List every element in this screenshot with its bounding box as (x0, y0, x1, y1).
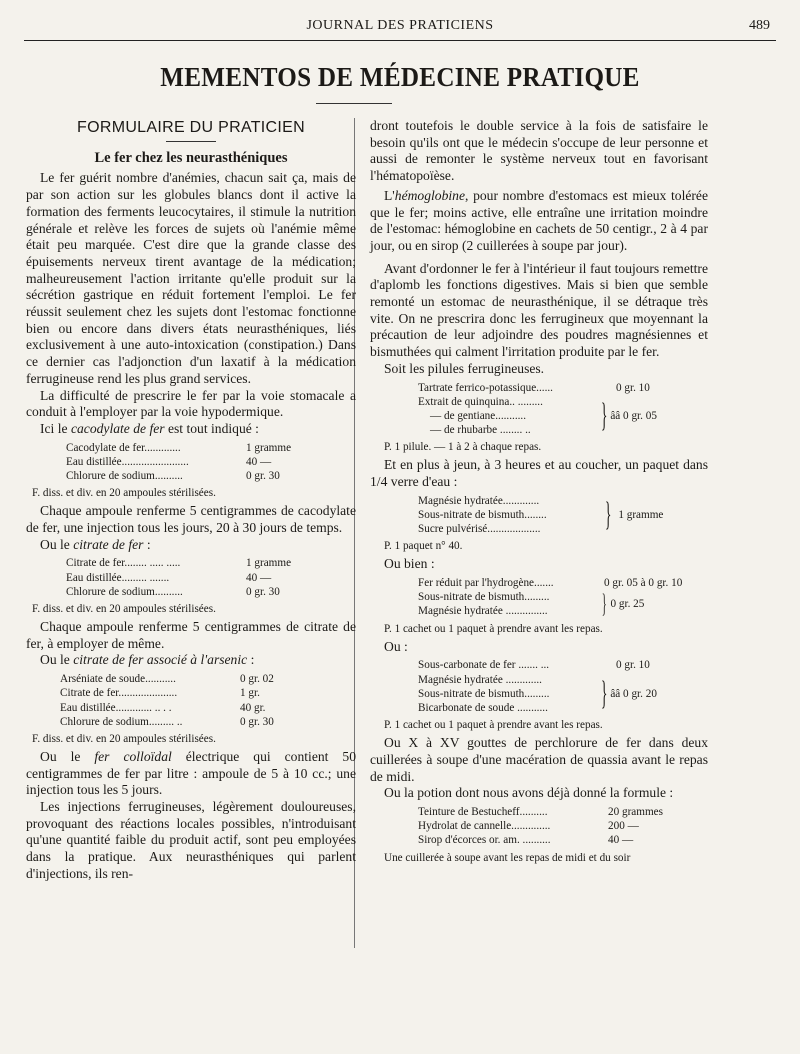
paragraph: Ou X à XV gouttes de perchlorure de fer dans deux cuillerées à soupe d'une macération de quassia avant le repas de midi. (370, 735, 708, 784)
left-column (26, 118, 356, 883)
prescription: Cacodylate de fer............. 1 gramme Eau distillée........................ 40 — Chlorure de sodium.......... 0 gr. 30 (66, 441, 292, 483)
paragraph: Avant d'ordonner le fer à l'intérieur il faut toujours remettre d'aplomb les fonctions digestives. Mais si bien que semble remonté un estomac de neurasthénique, il se détraque très vite. On ne prescrira donc les ferrugineux que moyennant la précaution de leur adjoindre des poudres magnésiennes et bismuthées qui calment l'irritation produite par le fer. (370, 260, 708, 360)
paragraph: Ou le citrate de fer : (40, 536, 151, 552)
paragraph: Ou le fer colloïdal électrique qui contient 50 centigrammes de fer par litre : ampoule de 5 à 10 cc.; une injection tous les 5 jours. (26, 748, 356, 798)
prescription-note: P. 1 cachet ou 1 paquet à prendre avant les repas. (384, 719, 603, 732)
article-title: MEMENTOS DE MÉDECINE PRATIQUE (160, 62, 640, 92)
title-rule (316, 103, 392, 104)
paragraph: Soit les pilules ferrugineuses. (384, 360, 545, 376)
paragraph: Et en plus à jeun, à 3 heures et au coucher, un paquet dans 1/4 verre d'eau : (370, 457, 708, 490)
subsection-heading: Le fer chez les neurasthéniques (94, 149, 288, 166)
paragraph: Chaque ampoule renferme 5 centigrammes de citrate de fer, à employer de même. (26, 618, 356, 651)
right-column (370, 118, 708, 868)
page-number: 489 (749, 18, 770, 33)
prescription: Sous-carbonate de fer ....... ... 0 gr. 10 Magnésie hydratée ............. Sous-nitrate de bismuth......... Bicarbonate de soude ........... } ââ 0 gr. 20 (418, 659, 657, 714)
prescription-note: Une cuillerée à soupe avant les repas de midi et du soir (384, 851, 631, 864)
paragraph: Ou : (384, 638, 408, 654)
prescription-note: F. diss. et div. en 20 ampoules stérilisées. (32, 602, 216, 615)
paragraph: La difficulté de prescrire le fer par la voie stomacale a conduit à l'employer par la voie hypodermique. (26, 387, 356, 420)
prescription: Citrate de fer........ ..... ..... 1 gramme Eau distillée......... ....... 40 — Chlorure de sodium.......... 0 gr. 30 (66, 557, 292, 598)
running-head (24, 14, 776, 38)
prescription: Fer réduit par l'hydrogène....... 0 gr. 05 à 0 gr. 10 Sous-nitrate de bismuth......... Magnésie hydratée ............... } 0 gr. 25 (418, 577, 683, 619)
section-rule (166, 141, 216, 142)
paragraph: L'hémoglobine, pour nombre d'estomacs est mieux tolérée que le fer; moins active, elle entraîne une irritation moindre de l'estomac: hémoglobine en cachets de 50 centigr., 2 à 4 par jour, ou en sirop (2 cuillerées à soupe par jour). (370, 187, 708, 253)
paragraph: Ici le cacodylate de fer est tout indiqué : (40, 420, 259, 436)
prescription-note: F. diss. et div. en 20 ampoules stérilisées. (32, 487, 216, 500)
section-heading: FORMULAIRE DU PRATICIEN (77, 119, 305, 136)
prescription: Teinture de Bestucheff.......... 20 grammes Hydrolat de cannelle.............. 200 — Sirop d'écorces or. am. .......... 40 — (418, 806, 663, 847)
prescription: Tartrate ferrico-potassique...... 0 gr. 10 Extrait de quinquina.. ......... — de gentiane........... — de rhubarbe ........ .. } ââ 0 gr. 05 (418, 381, 657, 437)
paragraph: dront toutefois le double service à la fois de satisfaire le besoin qu'ils ont que le médecin s'occupe de leur personne et aussi de remonter le système nerveux tout en favorisant l'hématopoïèse. (370, 118, 708, 184)
prescription-note: P. 1 cachet ou 1 paquet à prendre avant les repas. (384, 622, 603, 635)
paragraph: Ou la potion dont nous avons déjà donné la formule : (384, 785, 674, 801)
paragraph: Ou bien : (384, 556, 435, 572)
prescription: Arséniate de soude........... 0 gr. 02 Citrate de fer..................... 1 gr. Eau distillée............. .. . . 40 gr. Chlorure de sodium......... .. 0 gr. 30 (60, 673, 274, 728)
paragraph: Chaque ampoule renferme 5 centigrammes de cacodylate de fer, une injection tous les jours, 20 à 30 jours de temps. (26, 503, 356, 535)
brace: } (600, 397, 608, 435)
prescription-note: P. 1 paquet n° 40. (384, 540, 463, 553)
header-rule (24, 40, 776, 41)
prescription-note: F. diss. et div. en 20 ampoules stérilisées. (32, 732, 216, 745)
prescription-note: P. 1 pilule. — 1 à 2 à chaque repas. (384, 441, 542, 454)
paragraph: Ou le citrate de fer associé à l'arsenic : (40, 652, 255, 668)
brace: } (600, 674, 608, 712)
brace: } (601, 589, 607, 619)
journal-title: JOURNAL DES PRATICIENS (306, 18, 494, 33)
prescription: Magnésie hydratée............. Sous-nitrate de bismuth........ Sucre pulvérisé................... } 1 gramme (418, 494, 664, 536)
paragraph: Le fer guérit nombre d'anémies, chacun sait ça, mais de par son action sur les globules blancs dont il active la formation des ferments leucocytaires, il stimule la nutrition générale et relève les forces de sujets où l'anémie même était peu marquée. C'est dire que la grande classe des épuisements nerveux tirent avantage de la médication; malheureusement l'action irritante qu'elle produit sur la sécrétion gastrique en réduit fortement l'emploi. Le fer réussit seulement chez les sujets dont l'estomac fonctionne bien ou encore dans divers états neurasthéniques, liés exclusivement à une auto-intoxication (constipation.) Dans ce dernier cas l'adjonction d'un laxatif à la médication ferrugineuse rend les plus grand services. (26, 170, 356, 386)
paragraph: Les injections ferrugineuses, légèrement douloureuses, provoquant des réactions locales possibles, n'introduisant qu'une quantité faible du produit actif, sont peu employées dans la pratique. Aux neurasthéniques qui parlent d'injections, ils ren- (26, 799, 356, 881)
brace: } (604, 496, 612, 534)
